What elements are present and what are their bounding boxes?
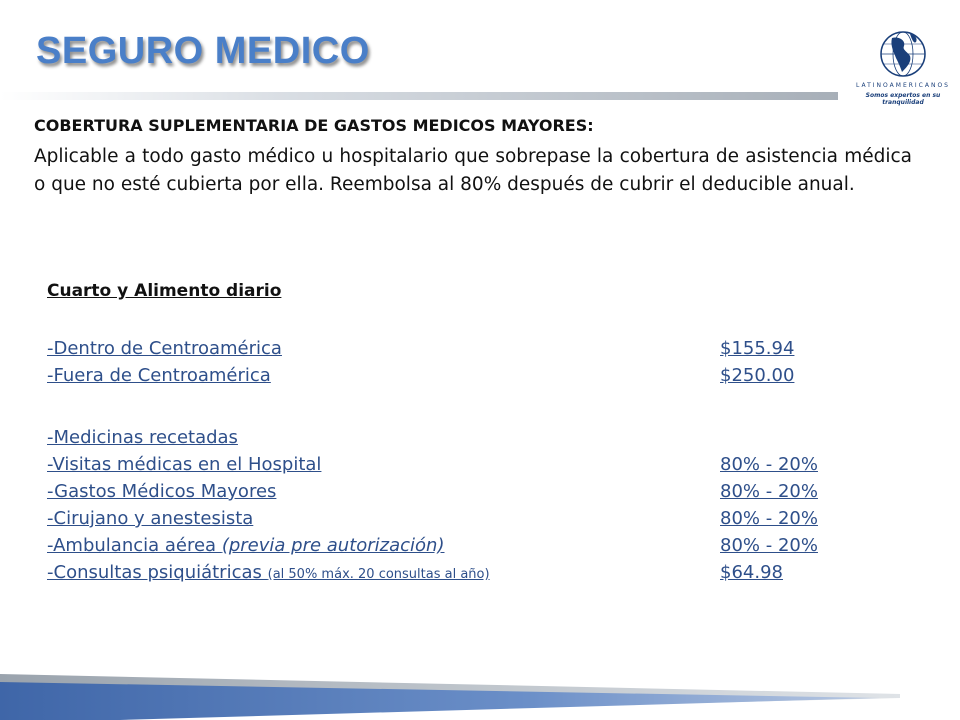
footer-swoosh: [0, 668, 960, 720]
item-label-wrap: [47, 559, 720, 586]
item-value: 80% - 20%: [720, 481, 818, 502]
item-value: $64.98: [720, 562, 783, 583]
list-item: [47, 451, 847, 478]
item-label: -Gastos Médicos Mayores: [47, 481, 277, 502]
item-label: -Medicinas recetadas: [47, 427, 238, 448]
item-value: 80% - 20%: [720, 454, 818, 475]
item-value: 80% - 20%: [720, 535, 818, 556]
room-board-subheading: Cuarto y Alimento diario: [47, 281, 282, 301]
logo-tagline: Somos expertos en su tranquilidad: [865, 92, 941, 106]
item-label: -Ambulancia aérea: [47, 535, 222, 556]
item-label-wrap: [47, 532, 720, 559]
company-logo: [848, 22, 958, 106]
item-value: $155.94: [720, 338, 795, 359]
item-note: (previa pre autorización): [221, 535, 445, 556]
item-note: (al 50% máx. 20 consultas al año): [267, 567, 490, 582]
list-item: [47, 505, 847, 532]
list-item: [47, 424, 847, 451]
list-item: [47, 335, 847, 362]
header-divider: [0, 92, 838, 100]
list-item: [47, 532, 847, 559]
item-value: 80% - 20%: [720, 508, 818, 529]
item-label: -Visitas médicas en el Hospital: [47, 454, 322, 475]
item-label: -Dentro de Centroamérica: [47, 338, 282, 359]
item-label: -Fuera de Centroamérica: [47, 365, 271, 386]
list-item: [47, 362, 847, 389]
globe-logo-icon: [848, 22, 958, 82]
list-item: [47, 478, 847, 505]
item-label: -Cirujano y anestesista: [47, 508, 254, 529]
page-title: SEGURO MEDICO: [36, 30, 370, 72]
section-heading: COBERTURA SUPLEMENTARIA DE GASTOS MEDICOS MAYORES:: [34, 116, 594, 135]
list-item: [47, 559, 847, 586]
item-label: -Consultas psiquiátricas: [47, 562, 268, 583]
item-value: $250.00: [720, 365, 795, 386]
coverage-list: [47, 335, 847, 586]
logo-band-text: LATINOAMERICANOS: [856, 82, 950, 89]
coverage-description: Aplicable a todo gasto médico u hospitalario que sobrepase la cobertura de asistencia médica o que no esté cubierta por ella. Reembolsa al 80% después de cubrir el deducible anual.: [34, 146, 912, 195]
spacer: [47, 389, 847, 424]
